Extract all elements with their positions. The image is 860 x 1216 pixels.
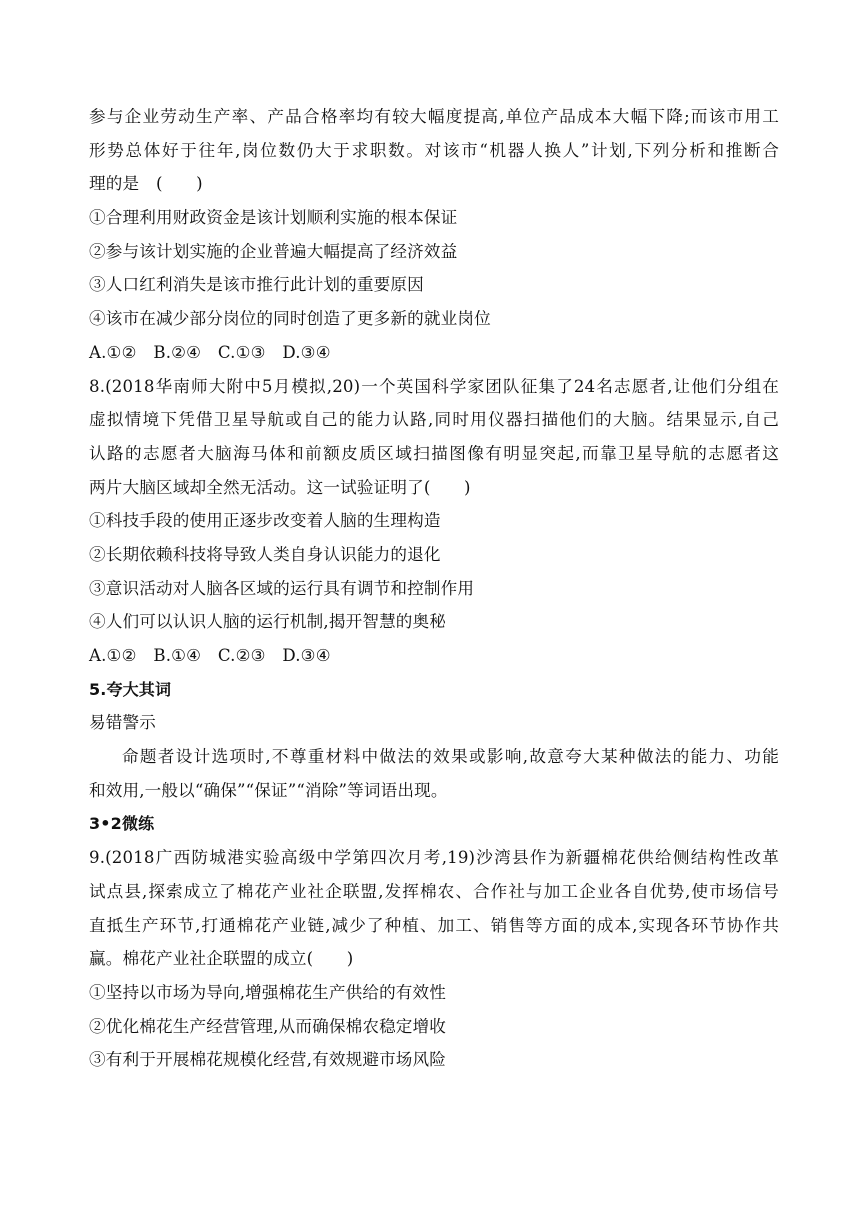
text-line: ②优化棉花生产经营管理,从而确保棉农稳定增收	[89, 1016, 447, 1036]
text-line: 理的是 ( )	[89, 174, 203, 194]
section-heading: 3•2微练	[89, 814, 155, 834]
text-line: ②参与该计划实施的企业普遍大幅提高了经济效益	[89, 241, 458, 261]
text-line: 形势总体好于往年,岗位数仍大于求职数。对该市“机器人换人”计划,下列分析和推断合	[89, 140, 779, 160]
text-line: ③有利于开展棉花规模化经营,有效规避市场风险	[89, 1050, 447, 1070]
text-line: ④人们可以认识人脑的运行机制,揭开智慧的奥秘	[89, 612, 447, 632]
text-line: 易错警示	[89, 713, 156, 733]
text-line: 9.(2018广西防城港实验高级中学第四次月考,19)沙湾县作为新疆棉花供给侧结构性改革	[89, 848, 779, 868]
text-line: ①科技手段的使用正逐步改变着人脑的生理构造	[89, 511, 441, 531]
section-heading: 5.夸大其词	[89, 679, 172, 699]
text-line: ①坚持以市场为导向,增强棉花生产供给的有效性	[89, 982, 447, 1002]
text-line: 和效用,一般以“确保”“保证”“消除”等词语出现。	[89, 780, 448, 800]
text-line: A.①② B.②④ C.①③ D.③④	[89, 342, 331, 362]
text-line: ③意识活动对人脑各区域的运行具有调节和控制作用	[89, 578, 475, 598]
text-line: 两片大脑区域却全然无活动。这一试验证明了( )	[89, 477, 471, 497]
text-line: 直抵生产环节,打通棉花产业链,减少了种植、加工、销售等方面的成本,实现各环节协作共	[89, 915, 779, 935]
text-line: 赢。棉花产业社企联盟的成立( )	[89, 949, 354, 969]
text-line: 8.(2018华南师大附中5月模拟,20)一个英国科学家团队征集了24名志愿者,让他们分组在	[89, 376, 779, 396]
text-line: 试点县,探索成立了棉花产业社企联盟,发挥棉农、合作社与加工企业各自优势,使市场信号	[89, 881, 779, 901]
text-line: A.①② B.①④ C.②③ D.③④	[89, 646, 331, 665]
text-line: ③人口红利消失是该市推行此计划的重要原因	[89, 275, 424, 295]
text-line: ①合理利用财政资金是该计划顺利实施的根本保证	[89, 208, 458, 228]
text-line: 参与企业劳动生产率、产品合格率均有较大幅度提高,单位产品成本大幅下降;而该市用工	[89, 107, 779, 126]
text-line: 命题者设计选项时,不尊重材料中做法的效果或影响,故意夸大某种做法的能力、功能	[122, 747, 779, 767]
page-content	[89, 100, 779, 1077]
text-line: ②长期依赖科技将导致人类自身认识能力的退化	[89, 544, 441, 564]
text-line: 认路的志愿者大脑海马体和前额皮质区域扫描图像有明显突起,而靠卫星导航的志愿者这	[89, 443, 779, 463]
text-line: ④该市在减少部分岗位的同时创造了更多新的就业岗位	[89, 309, 491, 329]
text-line: 虚拟情境下凭借卫星导航或自己的能力认路,同时用仪器扫描他们的大脑。结果显示,自己	[89, 410, 779, 430]
